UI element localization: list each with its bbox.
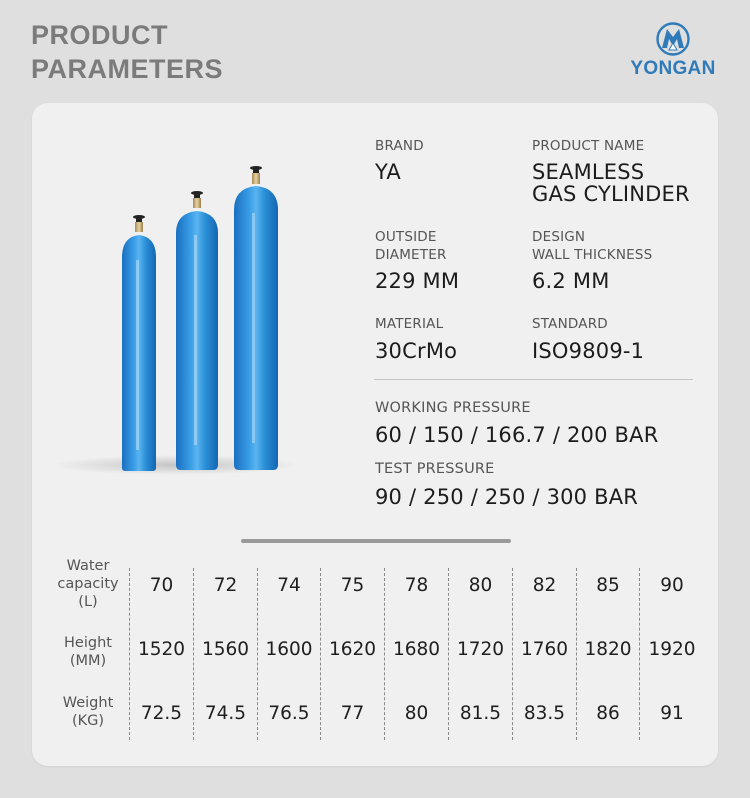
product-name-value-line2: GAS CYLINDER <box>532 182 690 206</box>
wall-thickness-label-line1: DESIGN <box>532 229 586 245</box>
row-label-line: (MM) <box>69 653 107 669</box>
table-cell: 74 <box>277 575 301 596</box>
row-label-weight <box>43 694 133 730</box>
row-label-line: (KG) <box>71 713 105 729</box>
outside-diameter-label-line1: OUTSIDE <box>375 229 437 245</box>
brand-logo <box>625 22 721 82</box>
table-cell: 77 <box>340 703 365 724</box>
table-cell: 91 <box>660 703 684 724</box>
table-cell: 80 <box>468 575 493 596</box>
row-label-line: Water <box>66 558 110 574</box>
table-cell: 86 <box>596 703 620 724</box>
outside-diameter-value: 229 MM <box>375 269 460 293</box>
wall-thickness-value: 6.2 MM <box>532 269 610 293</box>
table-cell: 74.5 <box>204 703 247 724</box>
table-cell: 1820 <box>584 639 632 660</box>
page-title <box>31 18 223 86</box>
table-cell: 72.5 <box>140 703 183 724</box>
cylinder-medium <box>176 191 218 470</box>
table-cell: 78 <box>404 575 429 596</box>
cylinder-small <box>122 215 156 471</box>
material-value: 30CrMo <box>375 339 458 363</box>
table-cell: 81.5 <box>459 703 502 724</box>
row-label-line: capacity <box>57 576 119 592</box>
table-cell: 90 <box>660 575 684 596</box>
table-cell: 72 <box>213 575 238 596</box>
table-cell: 1620 <box>328 639 377 660</box>
table-cell: 1680 <box>392 639 441 660</box>
working-pressure-label: WORKING PRESSURE <box>375 400 531 416</box>
outside-diameter-label-line2: DIAMETER <box>375 247 447 263</box>
table-cell: 85 <box>596 575 620 596</box>
material-label: MATERIAL <box>375 316 444 332</box>
product-image <box>90 165 280 485</box>
table-cell: 70 <box>149 575 174 596</box>
brand-value: YA <box>375 160 401 184</box>
table-cell: 1760 <box>520 639 569 660</box>
wall-thickness-label-line2: WALL THICKNESS <box>532 247 653 263</box>
horizontal-scroll-indicator[interactable] <box>241 539 511 543</box>
product-name-label: PRODUCT NAME <box>532 138 645 154</box>
specs-divider <box>374 379 693 380</box>
table-cell: 83.5 <box>523 703 566 724</box>
table-cell: 1920 <box>648 639 696 660</box>
page-title-line2: PARAMETERS <box>31 54 224 84</box>
row-label-water-capacity <box>43 557 133 611</box>
yongan-logo-icon <box>656 22 690 56</box>
gas-cylinders-illustration <box>90 165 310 485</box>
row-label-height <box>43 634 133 670</box>
table-cell: 1560 <box>201 639 250 660</box>
table-cell: 1520 <box>137 639 186 660</box>
row-label-line: Height <box>64 635 112 651</box>
brand-label: BRAND <box>375 138 424 154</box>
row-label-line: Weight <box>62 695 114 711</box>
cylinder-large <box>234 166 278 470</box>
table-cell: 82 <box>532 575 557 596</box>
table-cell: 75 <box>340 575 365 596</box>
table-cell: 76.5 <box>268 703 310 724</box>
table-cell: 1600 <box>265 639 313 660</box>
working-pressure-value: 60 / 150 / 166.7 / 200 BAR <box>375 423 659 447</box>
table-cell: 1720 <box>456 639 505 660</box>
standard-value: ISO9809-1 <box>532 339 645 363</box>
product-name-value-line1: SEAMLESS <box>532 160 645 184</box>
table-cell: 80 <box>404 703 429 724</box>
brand-logo-text: YONGAN <box>630 58 716 79</box>
page-title-line1: PRODUCT <box>31 20 168 50</box>
test-pressure-label: TEST PRESSURE <box>375 461 495 477</box>
test-pressure-value: 90 / 250 / 250 / 300 BAR <box>375 485 639 509</box>
standard-label: STANDARD <box>532 316 608 332</box>
row-label-line: (L) <box>78 594 98 610</box>
